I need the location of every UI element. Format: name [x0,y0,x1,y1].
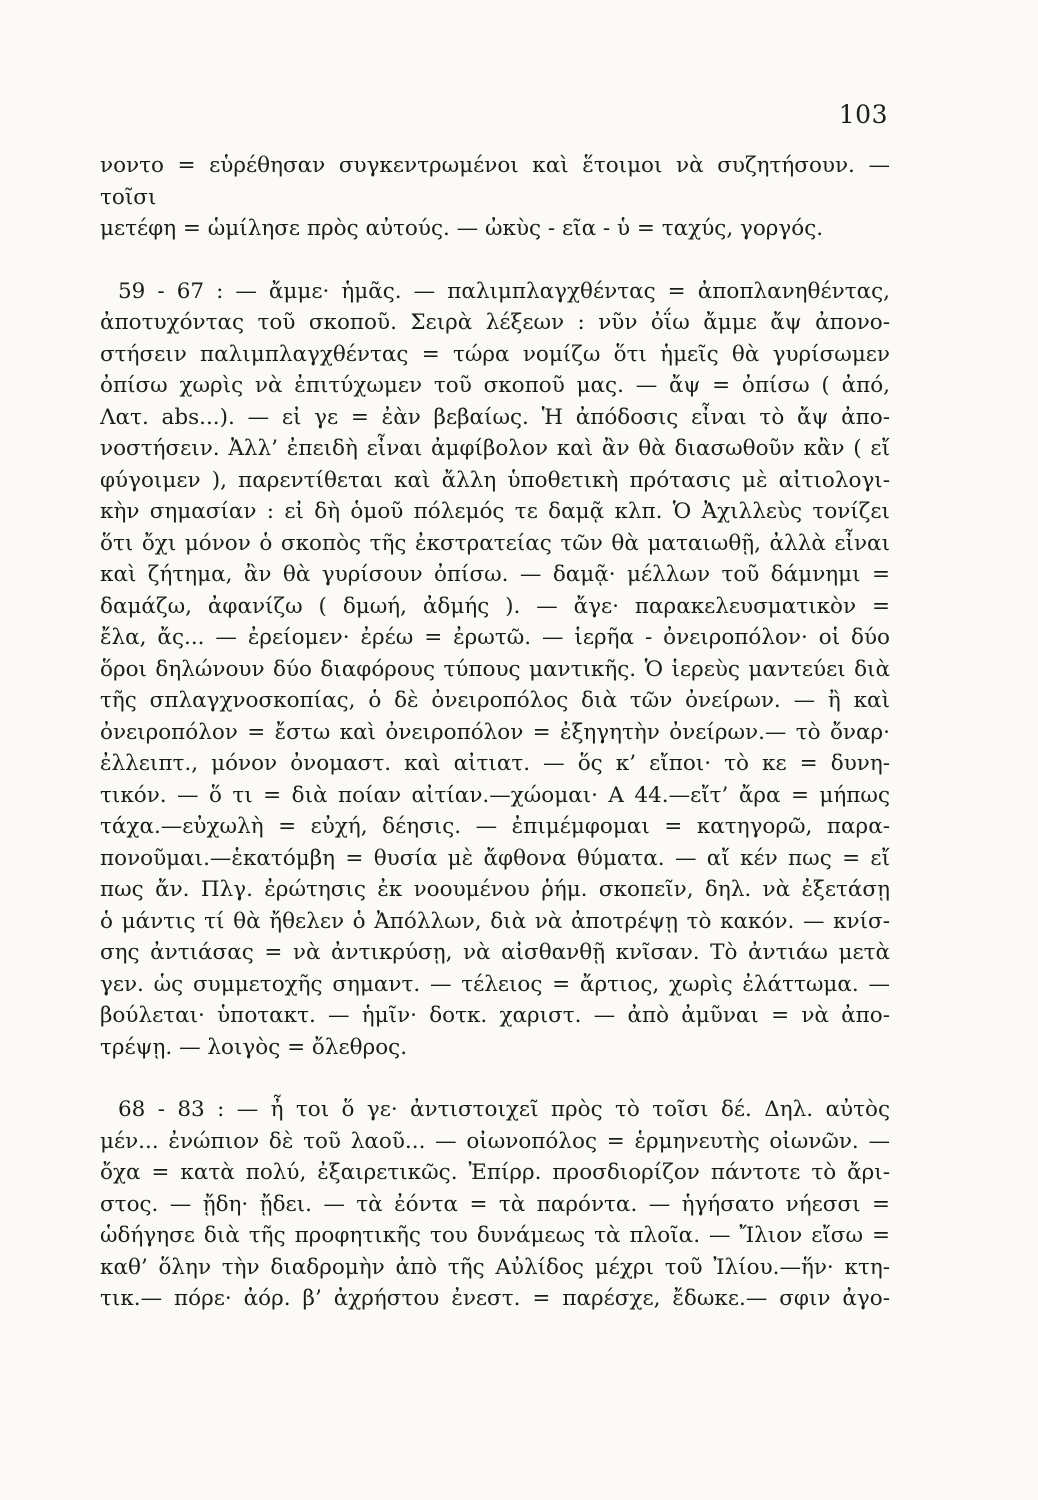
text-line: νοστήσειν. Ἀλλ’ ἐπειδὴ εἶναι ἀμφίβολον καὶ ἂν θὰ διασωθοῦν κἂν ( εἴ [100,436,890,461]
text-line: μετέφη = ὡμίλησε πρὸς αὐτούς. — ὠκὺς - εῖα - ὑ = ταχύς, γοργός. [100,216,824,241]
page-number: 103 [838,100,888,129]
text-line: ἐλλειπτ., μόνον ὀνομαστ. καὶ αἰτιατ. — ὅς κ’ εἴποι· τὸ κε = δυνη- [100,751,890,776]
text-line: καθ’ ὅλην τὴν διαδρομὴν ἀπὸ τῆς Αὐλίδος μέχρι τοῦ Ἰλίου.—ἥν· κτη- [100,1254,890,1280]
text-line: ὅτι ὄχι μόνον ὁ σκοπὸς τῆς ἐκστρατείας τῶν θὰ ματαιωθῇ, ἀλλὰ εἶναι [100,530,890,556]
text-line: στήσειν παλιμπλαγχθέντας = τώρα νομίζω ὅτι ἡμεῖς θὰ γυρίσωμεν [100,341,890,367]
text-line: φύγοιμεν ), παρεντίθεται καὶ ἄλλη ὑποθετικὴ πρότασις μὲ αἰτιολογι- [100,467,890,493]
paragraph-68-83 [100,1094,890,1315]
text-line: πως ἄν. Πλγ. ἐρώτησις ἐκ νοουμένου ῥήμ. σκοπεῖν, δηλ. νὰ ἐξετάσῃ [100,877,890,902]
text-line: στος. — ᾔδη· ᾔδει. — τὰ ἐόντα = τὰ παρόντα. — ἡγήσατο νήεσσι = [100,1191,890,1217]
paragraph-1 [100,150,890,245]
text-line: καὶ ζήτημα, ἂν θὰ γυρίσουν ὀπίσω. — δαμᾷ· μέλλων τοῦ δάμνημι = [100,562,890,587]
text-line: σης ἀντιάσας = νὰ ἀντικρύσῃ, νὰ αἰσθανθῇ κνῖσαν. Τὸ ἀντιάω μετὰ [100,940,890,965]
text-line: ὀνειροπόλον = ἔστω καὶ ὀνειροπόλον = ἐξηγητὴν ὀνείρων.— τὸ ὄναρ· [100,719,890,745]
text-line: μέν... ἐνώπιον δὲ τοῦ λαοῦ... — οἰωνοπόλος = ἑρμηνευτὴς οἰωνῶν. — [100,1128,890,1154]
text-line: τῆς σπλαγχνοσκοπίας, ὁ δὲ ὀνειροπόλος διὰ τῶν ὀνείρων. — ἢ καὶ [100,688,890,713]
text-line: ὀπίσω χωρὶς νὰ ἐπιτύχωμεν τοῦ σκοποῦ μας. — ἄψ = ὀπίσω ( ἀπό, [100,373,890,398]
text-line: βούλεται· ὑποτακτ. — ἡμῖν· δοτκ. χαριστ. — ἀπὸ ἀμῦναι = νὰ ἀπο- [100,1003,890,1028]
text-line: ὄχα = κατὰ πολύ, ἐξαιρετικῶς. Ἐπίρρ. προσδιορίζον πάντοτε τὸ ἄρι- [100,1160,890,1185]
text-line: κὴν σημασίαν : εἰ δὴ ὁμοῦ πόλεμός τε δαμᾷ κλπ. Ὁ Ἀχιλλεὺς τονίζει [100,499,890,524]
commentary-text [100,150,890,1315]
text-line: τικ.— πόρε· ἀόρ. β’ ἀχρήστου ἐνεστ. = παρέσχε, ἔδωκε.— σφιν ἀγο- [100,1286,890,1311]
text-line: 68 - 83 : — ἦ τοι ὅ γε· ἀντιστοιχεῖ πρὸς τὸ τοῖσι δέ. Δηλ. αὐτὸς [118,1097,890,1122]
text-line: νοντο = εὑρέθησαν συγκεντρωμένοι καὶ ἕτοιμοι νὰ συζητήσουν. — τοῖσι [100,153,890,210]
text-line: ὡδήγησε διὰ τῆς προφητικῆς του δυνάμεως τὰ πλοῖα. — Ἴλιον εἴσω = [100,1223,890,1248]
text-line: ὅροι δηλώνουν δύο διαφόρους τύπους μαντικῆς. Ὁ ἱερεὺς μαντεύει διὰ [100,656,890,682]
text-line: πονοῦμαι.—ἑκατόμβη = θυσία μὲ ἄφθονα θύματα. — αἴ κέν πως = εἴ [100,845,890,871]
text-line: Λατ. abs...). — εἰ γε = ἐὰν βεβαίως. Ἡ ἀπόδοσις εἶναι τὸ ἄψ ἀπο- [100,404,890,430]
text-line: τάχα.—εὐχωλὴ = εὐχή, δέησις. — ἐπιμέμφομαι = κατηγορῶ, παρα- [100,814,890,839]
text-line: ἀποτυχόντας τοῦ σκοποῦ. Σειρὰ λέξεων : νῦν ὀΐω ἄμμε ἄψ ἀπονο- [100,310,890,335]
text-line: ὁ μάντις τί θὰ ἤθελεν ὁ Ἀπόλλων, διὰ νὰ ἀποτρέψῃ τὸ κακόν. — κνίσ- [100,908,890,934]
text-line: τικόν. — ὅ τι = διὰ ποίαν αἰτίαν.—χώομαι· Α 44.—εἴτ’ ἄρα = μήπως [100,782,890,808]
paragraph-59-67 [100,276,890,1064]
text-line: γεν. ὡς συμμετοχῆς σημαντ. — τέλειος = ἄρτιος, χωρὶς ἐλάττωμα. — [100,971,890,997]
text-line: τρέψῃ. — λοιγὸς = ὄλεθρος. [100,1034,408,1060]
text-line: δαμάζω, ἀφανίζω ( δμωή, ἀδμής ). — ἄγε· παρακελευσματικὸν = [100,593,890,619]
text-line: ἔλα, ἄς... — ἐρείομεν· ἐρέω = ἐρωτῶ. — ἱερῆα - ὀνειροπόλον· οἱ δύο [100,625,890,650]
text-line: 59 - 67 : — ἄμμε· ἡμᾶς. — παλιμπλαγχθέντας = ἀποπλανηθέντας, [118,278,890,304]
